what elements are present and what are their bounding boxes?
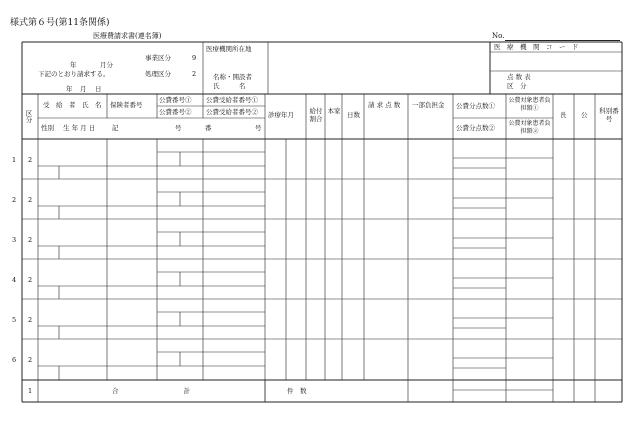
- col-public-expense-no1: 公費番号①: [159, 96, 192, 104]
- category-label: 区 分: [507, 82, 527, 90]
- facility-person-label: 氏 名: [213, 82, 246, 90]
- col-sex: 性別: [41, 124, 54, 132]
- month-label: 月分: [100, 61, 113, 69]
- facility-address-label: 医療機関所在地: [206, 45, 252, 53]
- total-label: 合 計: [112, 387, 190, 395]
- row-number: 2: [12, 196, 17, 204]
- row-number: 6: [12, 356, 17, 364]
- year-label: 年: [70, 61, 77, 69]
- date-month: 月: [80, 85, 87, 93]
- col-public-points2: 公費分点数②: [456, 124, 495, 132]
- no-underline: [505, 40, 620, 41]
- col-public-target1: 公費対象患者負担額①: [508, 97, 551, 112]
- col-kou: 公: [581, 111, 588, 119]
- row-kubun: 2: [28, 196, 33, 204]
- col-partial-burden: 一部負担金: [412, 101, 445, 109]
- col-ban: 番: [205, 124, 212, 132]
- row-kubun: 2: [28, 316, 33, 324]
- col-honke: 本家: [327, 107, 341, 115]
- row-kubun: 2: [28, 156, 33, 164]
- no-label: No.: [492, 32, 505, 40]
- date-day: 日: [95, 85, 102, 93]
- col-treatment-month: 診療年月: [268, 111, 294, 119]
- count-label: 件 数: [287, 387, 307, 395]
- row-number: 4: [12, 276, 17, 284]
- col-insurer-number: 保険者番号: [110, 101, 143, 109]
- row-kubun: 2: [28, 356, 33, 364]
- business-category-value: 9: [192, 54, 197, 62]
- col-go2: 号: [255, 124, 262, 132]
- col-public-expense-no2: 公費番号②: [159, 108, 192, 116]
- col-chou: 長: [560, 111, 567, 119]
- row-number: 5: [12, 316, 17, 324]
- col-public-target2: 公費対象患者負担額②: [508, 120, 551, 135]
- form-number: 様式第６号(第11条関係): [10, 18, 110, 28]
- col-public-points1: 公費分点数①: [456, 102, 495, 110]
- request-text: 下記のとおり請求する。: [38, 70, 110, 78]
- col-birth-date: 生 年 月 日: [63, 124, 96, 132]
- row-kubun: 2: [28, 236, 33, 244]
- col-days: 日数: [347, 111, 360, 119]
- col-kubun: 区分: [24, 110, 33, 123]
- col-recipient-name: 受 給 者 氏 名: [43, 101, 102, 109]
- date-year: 年: [66, 85, 73, 93]
- col-public-recipient-no2: 公費受給者番号②: [206, 108, 258, 116]
- col-go: 号: [175, 124, 182, 132]
- processing-category-value: 2: [192, 70, 197, 78]
- row-kubun: 2: [28, 276, 33, 284]
- row-number: 1: [12, 156, 17, 164]
- row-number: 3: [12, 236, 17, 244]
- processing-category-label: 処理区分: [145, 70, 171, 78]
- facility-name-label: 名称・開設者: [213, 73, 252, 81]
- document-title: 医療費請求書(連名簿): [93, 32, 162, 40]
- col-dept-number: 科別番号: [599, 107, 619, 123]
- col-ki: 記: [112, 124, 119, 132]
- facility-code-label: 医 療 機 関 コ ー ド: [494, 43, 579, 51]
- col-benefit-ratio: 給付割合: [309, 107, 323, 123]
- points-table-label: 点 数 表: [507, 73, 531, 81]
- business-category-label: 事業区分: [145, 54, 171, 62]
- col-claim-points: 請 求 点 数: [368, 101, 401, 109]
- footer-kubun: 1: [28, 387, 33, 395]
- col-public-recipient-no1: 公費受給者番号①: [206, 96, 258, 104]
